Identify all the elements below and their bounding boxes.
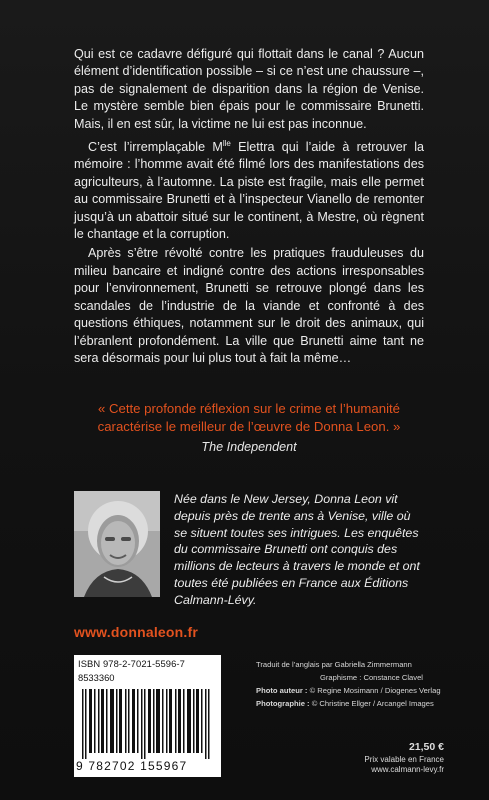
ean-barcode-image	[82, 689, 213, 759]
author-website-link[interactable]: www.donnaleon.fr	[74, 624, 199, 640]
price-block	[256, 741, 444, 774]
price-validity: Prix valable en France	[364, 755, 444, 764]
translation-credit: Traduit de l’anglais par Gabriella Zimmermann	[256, 660, 412, 669]
design-credit: Graphisme : Constance Clavel	[320, 673, 423, 682]
blurb-paragraph-2-start: C’est l’irremplaçable M	[88, 140, 223, 155]
author-photo-credit-value: © Regine Mosimann / Diogenes Verlag	[309, 686, 441, 695]
publisher-website-link[interactable]: www.calmann-levy.fr	[371, 765, 444, 774]
photo-credit-label: Photographie :	[256, 699, 310, 708]
barcode-panel	[74, 655, 221, 777]
ean-digits: 9 782702 155967	[76, 759, 188, 773]
author-photo-credit	[256, 684, 456, 697]
photo-credit	[256, 697, 456, 710]
mademoiselle-superscript: lle	[222, 139, 231, 149]
press-quote: « Cette profonde réflexion sur le crime et l’humanité caractérise le meilleur de l’œuvre de Donna Leon. »	[97, 401, 401, 434]
blurb	[74, 46, 424, 367]
credits	[256, 658, 456, 710]
price: 21,50 €	[408, 741, 444, 753]
isbn-number: ISBN 978-2-7021-5596-7	[78, 658, 185, 669]
blurb-paragraph-2	[74, 135, 424, 243]
author-photo-credit-label: Photo auteur :	[256, 686, 308, 695]
blurb-paragraph-2-rest: Elettra qui l’aide à retrouver la mémoire : l’homme avait été filmé lors des manifestations des agriculteurs, à l’automne. La piste est fragile, mais elle permet au commissaire Brunetti et à l’inspecteur Vianello de remonter jusqu’à un abattoir situé sur le continent, à Mestre, où règnent le chantage et la corruption.	[74, 140, 424, 242]
blurb-paragraph-1: Qui est ce cadavre défiguré qui flottait dans le canal ? Aucun élément d’identification possible – si ce n’est une chaussure –, pas de signalement de disparition dans la région de Venise. Le mystère semble bien épais pour le commissaire Brunetti. Mais, il en est sûr, la victime ne lui est pas inconnue.	[74, 47, 424, 131]
author-photo	[74, 491, 160, 597]
photo-credit-value: © Christine Ellger / Arcangel Images	[311, 699, 434, 708]
author-portrait-image	[74, 491, 160, 597]
quote-source: The Independent	[201, 440, 297, 454]
internal-code: 8533360	[78, 672, 115, 683]
blurb-paragraph-3: Après s’être révolté contre les pratiques frauduleuses du milieu bancaire et indigné contre des actions irresponsables pour l’environnement, Brunetti se retrouve plongé dans les scandales de l’industrie de la viande et confronté à des questions éthiques, notamment sur le droit des animaux, qui l’ébranlent profondément. La ville que Brunetti aime tant ne sera désormais pour lui plus tout à fait la même…	[74, 246, 424, 365]
author-bio: Née dans le New Jersey, Donna Leon vit depuis près de trente ans à Venise, ville où se situent toutes ses intrigues. Les enquêtes du commissaire Brunetti ont conquis des millions de lecteurs à travers le monde et ont toutes été publiées en France aux Éditions Calmann-Lévy.	[174, 492, 420, 607]
